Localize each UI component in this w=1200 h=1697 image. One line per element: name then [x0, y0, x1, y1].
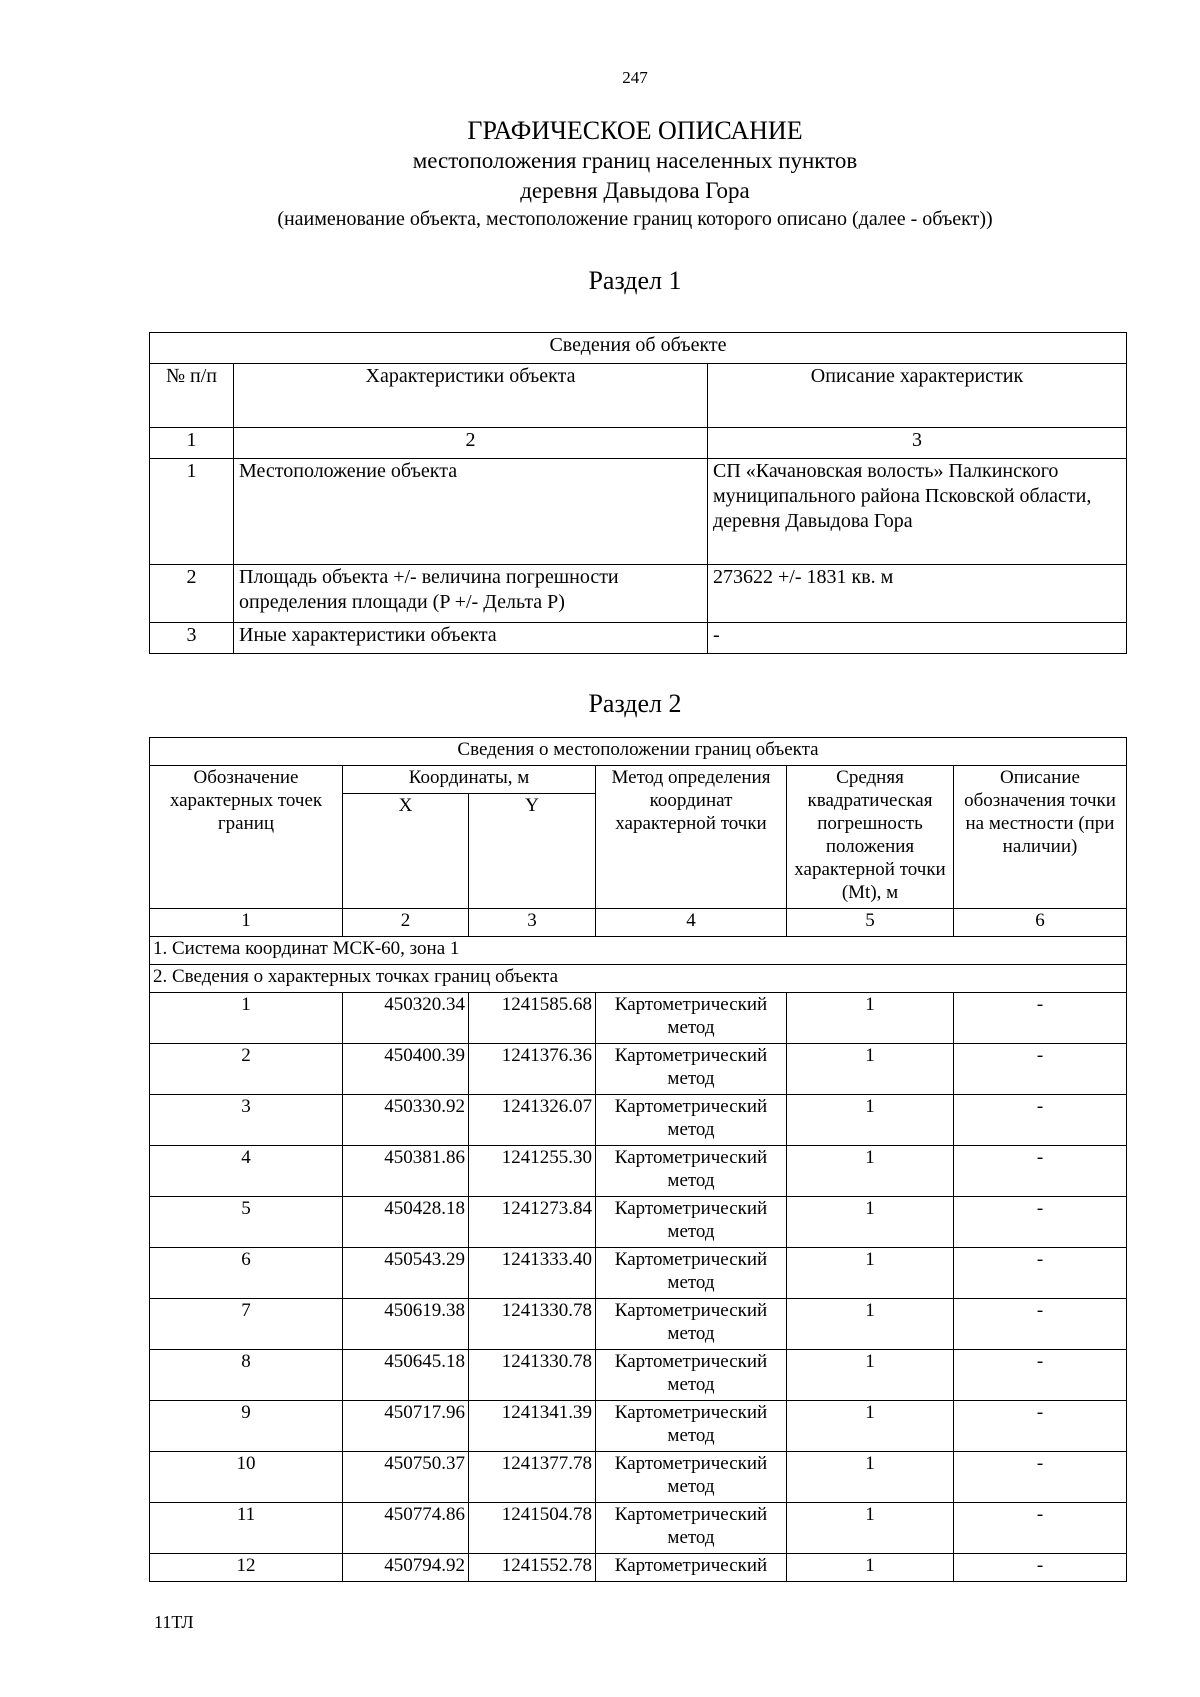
- method: Картометрический метод: [596, 1197, 787, 1248]
- object-info-table: [149, 332, 1127, 654]
- coord-y: 1241376.36: [469, 1044, 596, 1095]
- error-value: 1: [787, 1146, 954, 1197]
- table-row: [150, 1452, 1127, 1503]
- coord-y: 1241273.84: [469, 1197, 596, 1248]
- error-value: 1: [787, 1452, 954, 1503]
- document-title: ГРАФИЧЕСКОЕ ОПИСАНИЕ: [467, 116, 803, 145]
- table-row: [150, 1503, 1127, 1554]
- error-value: 1: [787, 1095, 954, 1146]
- section1-heading: Раздел 1: [588, 266, 682, 295]
- section2-heading: Раздел 2: [588, 689, 682, 718]
- table-row: [150, 1248, 1127, 1299]
- error-value: 1: [787, 1350, 954, 1401]
- point-label: 11: [150, 1503, 343, 1554]
- point-description: -: [954, 993, 1127, 1044]
- point-label: 3: [150, 1095, 343, 1146]
- point-description: -: [954, 1146, 1127, 1197]
- coord-y: 1241552.78: [469, 1554, 596, 1582]
- coordinate-system-row: 1. Система координат МСК-60, зона 1: [150, 937, 1127, 965]
- col-number: 4: [596, 909, 787, 937]
- error-value: 1: [787, 1503, 954, 1554]
- point-label: 6: [150, 1248, 343, 1299]
- object-name: деревня Давыдова Гора: [520, 178, 750, 203]
- error-value: 1: [787, 1401, 954, 1452]
- col-header-point: Обозначение характерных точек границ: [150, 766, 343, 909]
- document-subtitle: местоположения границ населенных пунктов: [412, 148, 858, 173]
- point-label: 4: [150, 1146, 343, 1197]
- point-description: -: [954, 1197, 1127, 1248]
- method: Картометрический: [596, 1554, 787, 1582]
- point-description: -: [954, 1350, 1127, 1401]
- col-header-point-description: Описание обозначения точки на местности (при наличии): [954, 766, 1127, 909]
- method: Картометрический метод: [596, 1350, 787, 1401]
- coord-x: 450543.29: [343, 1248, 469, 1299]
- col-header-characteristic: Характеристики объекта: [234, 364, 708, 428]
- point-label: 5: [150, 1197, 343, 1248]
- coord-x: 450330.92: [343, 1095, 469, 1146]
- object-caption: (наименование объекта, местоположение границ которого описано (далее - объект)): [277, 208, 993, 230]
- method: Картометрический метод: [596, 1248, 787, 1299]
- col-number: 1: [150, 428, 234, 459]
- point-description: -: [954, 1095, 1127, 1146]
- col-number: 3: [708, 428, 1127, 459]
- coord-x: 450619.38: [343, 1299, 469, 1350]
- page-number: 247: [622, 68, 648, 87]
- table-row: [150, 1401, 1127, 1452]
- point-description: -: [954, 1401, 1127, 1452]
- error-value: 1: [787, 993, 954, 1044]
- row-description: -: [708, 623, 1127, 654]
- coord-x: 450320.34: [343, 993, 469, 1044]
- table-row: [150, 1197, 1127, 1248]
- coord-y: 1241377.78: [469, 1452, 596, 1503]
- col-number: 2: [234, 428, 708, 459]
- method: Картометрический метод: [596, 1044, 787, 1095]
- table-row: [150, 1146, 1127, 1197]
- points-body: [150, 993, 1127, 1582]
- coord-y: 1241330.78: [469, 1299, 596, 1350]
- table-row: [150, 1044, 1127, 1095]
- table-row: [150, 1350, 1127, 1401]
- col-header-error: Средняя квадратическая погрешность положения характерной точки (Mt), м: [787, 766, 954, 909]
- point-label: 10: [150, 1452, 343, 1503]
- row-description: СП «Качановская волость» Палкинского муниципального района Псковской области, деревня Давыдова Гора: [708, 459, 1127, 565]
- table-row: [150, 459, 1127, 565]
- error-value: 1: [787, 1554, 954, 1582]
- point-description: -: [954, 1299, 1127, 1350]
- row-description: 273622 +/- 1831 кв. м: [708, 565, 1127, 623]
- boundary-points-table: [149, 737, 1127, 1582]
- method: Картометрический метод: [596, 993, 787, 1044]
- coord-x: 450774.86: [343, 1503, 469, 1554]
- point-description: -: [954, 1044, 1127, 1095]
- point-description: -: [954, 1554, 1127, 1582]
- col-number: 2: [343, 909, 469, 937]
- point-label: 12: [150, 1554, 343, 1582]
- coord-x: 450645.18: [343, 1350, 469, 1401]
- table-row: [150, 623, 1127, 654]
- method: Картометрический метод: [596, 1503, 787, 1554]
- method: Картометрический метод: [596, 1095, 787, 1146]
- row-number: 2: [150, 565, 234, 623]
- row-number: 3: [150, 623, 234, 654]
- points-info-row: 2. Сведения о характерных точках границ объекта: [150, 965, 1127, 993]
- point-label: 8: [150, 1350, 343, 1401]
- point-description: -: [954, 1248, 1127, 1299]
- coord-y: 1241585.68: [469, 993, 596, 1044]
- coord-y: 1241326.07: [469, 1095, 596, 1146]
- coord-x: 450717.96: [343, 1401, 469, 1452]
- coord-y: 1241341.39: [469, 1401, 596, 1452]
- footer-code: 11ТЛ: [154, 1612, 194, 1632]
- coord-y: 1241504.78: [469, 1503, 596, 1554]
- coord-y: 1241255.30: [469, 1146, 596, 1197]
- coord-x: 450400.39: [343, 1044, 469, 1095]
- coord-y: 1241333.40: [469, 1248, 596, 1299]
- point-label: 9: [150, 1401, 343, 1452]
- col-header-number: № п/п: [150, 364, 234, 428]
- row-characteristic: Площадь объекта +/- величина погрешности определения площади (P +/- Дельта P): [234, 565, 708, 623]
- method: Картометрический метод: [596, 1146, 787, 1197]
- col-number: 6: [954, 909, 1127, 937]
- error-value: 1: [787, 1197, 954, 1248]
- col-number: 5: [787, 909, 954, 937]
- method: Картометрический метод: [596, 1401, 787, 1452]
- method: Картометрический метод: [596, 1452, 787, 1503]
- col-header-y: Y: [469, 794, 596, 909]
- table-row: [150, 1095, 1127, 1146]
- coord-x: 450750.37: [343, 1452, 469, 1503]
- row-number: 1: [150, 459, 234, 565]
- col-number: 3: [469, 909, 596, 937]
- method: Картометрический метод: [596, 1299, 787, 1350]
- table-row: [150, 1299, 1127, 1350]
- error-value: 1: [787, 1299, 954, 1350]
- point-label: 7: [150, 1299, 343, 1350]
- point-label: 2: [150, 1044, 343, 1095]
- col-number: 1: [150, 909, 343, 937]
- point-label: 1: [150, 993, 343, 1044]
- coord-x: 450428.18: [343, 1197, 469, 1248]
- row-characteristic: Местоположение объекта: [234, 459, 708, 565]
- error-value: 1: [787, 1248, 954, 1299]
- col-header-description: Описание характеристик: [708, 364, 1127, 428]
- table-row: [150, 1554, 1127, 1582]
- point-description: -: [954, 1452, 1127, 1503]
- col-header-coords: Координаты, м: [343, 766, 596, 794]
- table-row: [150, 993, 1127, 1044]
- object-info-table-title: Сведения об объекте: [150, 333, 1127, 364]
- boundary-table-title: Сведения о местоположении границ объекта: [150, 738, 1127, 766]
- document-header: [0, 116, 1200, 232]
- error-value: 1: [787, 1044, 954, 1095]
- row-characteristic: Иные характеристики объекта: [234, 623, 708, 654]
- coord-x: 450794.92: [343, 1554, 469, 1582]
- point-description: -: [954, 1503, 1127, 1554]
- coord-y: 1241330.78: [469, 1350, 596, 1401]
- table-row: [150, 565, 1127, 623]
- col-header-method: Метод определения координат характерной точки: [596, 766, 787, 909]
- coord-x: 450381.86: [343, 1146, 469, 1197]
- col-header-x: X: [343, 794, 469, 909]
